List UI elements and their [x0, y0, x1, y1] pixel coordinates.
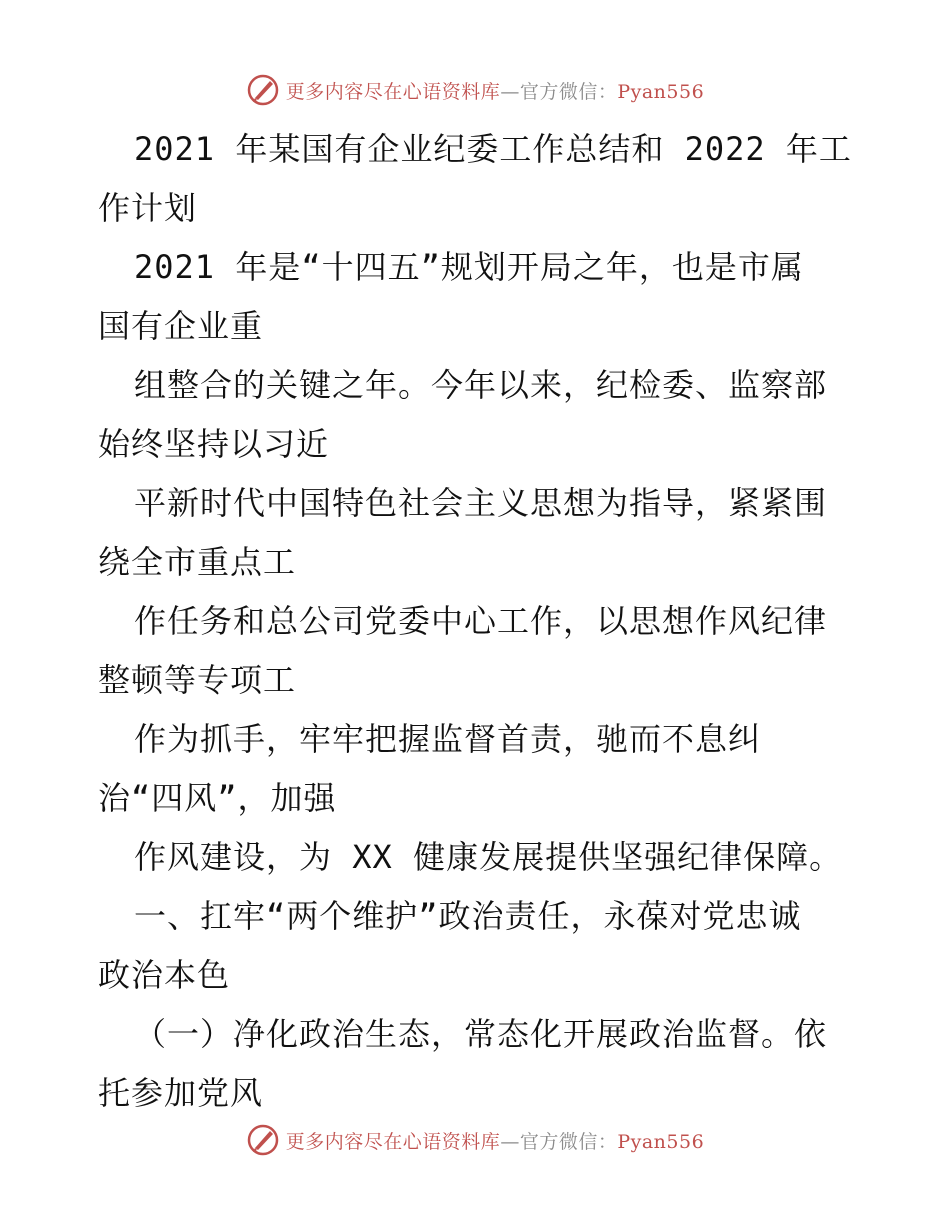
banner-text-grey: —官方微信：: [500, 1130, 618, 1153]
text-line: 作任务和总公司党委中心工作，以思想作风纪律: [134, 602, 828, 640]
text-line: 托参加党风: [98, 1074, 264, 1112]
text-line: 组整合的关键之年。今年以来，纪检委、监察部: [134, 366, 828, 404]
text-line: 国有企业重: [98, 307, 264, 345]
banner-text-red: 更多内容尽在心语资料库: [285, 1130, 501, 1153]
text-line: （一）净化政治生态，常态化开展政治监督。依: [134, 1015, 828, 1053]
banner-text: [286, 77, 704, 104]
banner-wechat-id: Pyan556: [617, 80, 705, 103]
banner-text-red: 更多内容尽在心语资料库: [285, 80, 501, 103]
text-line: 一、扛牢“两个维护”政治责任，永葆对党忠诚: [134, 897, 802, 935]
text-line: 政治本色: [98, 956, 231, 994]
banner-text: [286, 1127, 704, 1154]
text-line: 2021 年某国有企业纪委工作总结和 2022 年工: [134, 130, 852, 168]
text-line: 治“四风”，加强: [98, 779, 337, 817]
quill-logo-icon: [246, 1123, 280, 1157]
text-line: 始终坚持以习近: [98, 425, 330, 463]
text-line: 作计划: [98, 189, 198, 227]
quill-logo-icon: [246, 73, 280, 107]
document-body: [98, 120, 858, 1123]
text-line: 2021 年是“十四五”规划开局之年，也是市属: [134, 248, 804, 286]
banner-wechat-id: Pyan556: [617, 1130, 705, 1153]
text-line: 平新时代中国特色社会主义思想为指导，紧紧围: [134, 484, 828, 522]
header-banner: [0, 70, 950, 110]
text-line: 整顿等专项工: [98, 661, 297, 699]
banner-text-grey: —官方微信：: [500, 80, 618, 103]
text-line: 作为抓手，牢牢把握监督首责，驰而不息纠: [134, 720, 762, 758]
text-line: 作风建设，为 XX 健康发展提供坚强纪律保障。: [134, 838, 843, 876]
text-line: 绕全市重点工: [98, 543, 297, 581]
footer-banner: [0, 1120, 950, 1160]
